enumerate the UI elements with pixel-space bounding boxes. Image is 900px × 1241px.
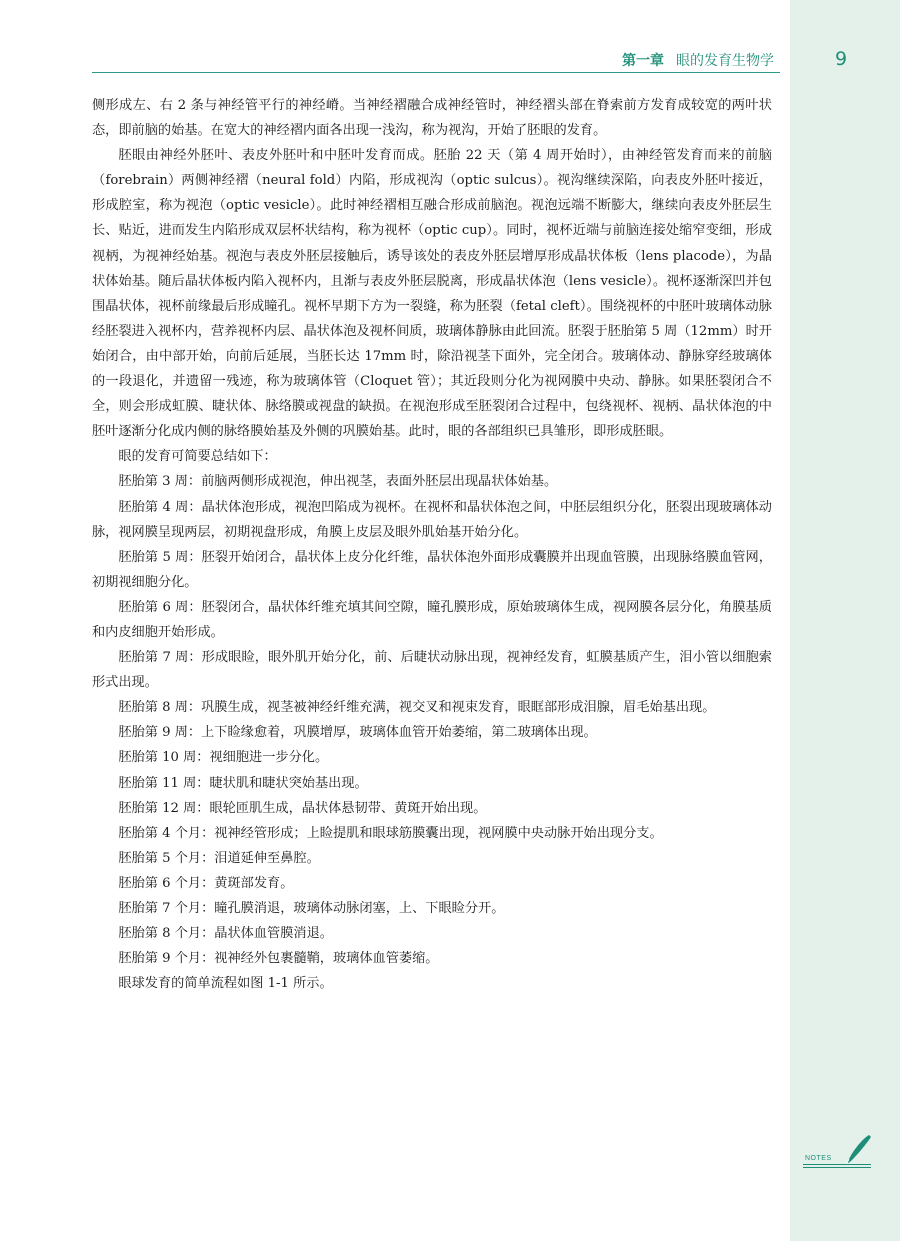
notes-label: NOTES (805, 1155, 832, 1162)
list-item-week-11: 胚胎第 11 周：睫状肌和睫状突始基出现。 (118, 775, 368, 791)
list-item-week-8: 胚胎第 8 周：巩膜生成，视茎被神经纤维充满，视交叉和视束发育，眼眶部形成泪腺，眉毛始基出现。 (118, 700, 716, 716)
pen-icon (843, 1133, 873, 1165)
paragraph-summary-intro: 眼的发育可简要总结如下： (118, 449, 277, 465)
notes-rule (803, 1167, 871, 1168)
chapter-number: 第一章 (622, 53, 664, 69)
chapter-heading (622, 50, 774, 70)
paragraph-embryonic-eye: 胚眼由神经外胚叶、表皮外胚叶和中胚叶发育而成。胚胎 22 天（第 4 周开始时），由神经管发育而来的前脑（forebrain）两侧神经褶（neural fold）内陷，形成视沟（optic sulcus）。视沟继续深陷，向表皮外胚叶接近，形成腔室，称为视泡（optic vesicle）。此时神经褶相互融合形成前脑泡。视泡远端不断膨大，继续向表皮外胚层生长、贴近，进而发生内陷形成双层杯状结构，称为视杯（optic cup）。同时，视杯近端与前脑连接处缩窄变细，形成视柄，为视神经始基。视泡与表皮外胚层接触后，诱导该处的表皮外胚层增厚形成晶状体板（lens placode），为晶状体始基。随后晶状体板内陷入视杯内，且渐与表皮外胚层脱离，形成晶状体泡（lens vesicle）。视杯逐渐深凹并包围晶状体，视杯前缘最后形成瞳孔。视杯早期下方为一裂缝，称为胚裂（fetal cleft）。围绕视杯的中胚叶玻璃体动脉经胚裂进入视杯内，营养视杯内层、晶状体泡及视杯间质，玻璃体静脉由此回流。胚裂于胚胎第 5 周（12mm）时开始闭合，由中部开始，向前后延展，当胚长达 17mm 时，除沿视茎下面外，完全闭合。玻璃体动、静脉穿经玻璃体的一段退化，并遗留一残迹，称为玻璃体管（Cloquet 管）；其近段则分化为视网膜中央动、静脉。如果胚裂闭合不全，则会形成虹膜、睫状体、脉络膜或视盘的缺损。在视泡形成至胚裂闭合过程中，包绕视杯、视柄、晶状体泡的中胚叶逐渐分化成内侧的脉络膜始基及外侧的巩膜始基。此时，眼的各部组织已具雏形，即形成胚眼。 (92, 148, 772, 440)
list-item-week-10: 胚胎第 10 周：视细胞进一步分化。 (118, 750, 329, 766)
main-text (92, 93, 772, 996)
running-header (92, 48, 780, 73)
page-number: 9 (834, 48, 848, 70)
notes-margin-band (790, 0, 900, 1241)
list-item-month-4: 胚胎第 4 个月：视神经管形成；上睑提肌和眼球筋膜囊出现，视网膜中央动脉开始出现分支。 (118, 825, 663, 841)
paragraph-continuation: 侧形成左、右 2 条与神经管平行的神经嵴。当神经褶融合成神经管时，神经褶头部在脊索前方发育成较宽的两叶状态，即前脑的始基。在宽大的神经褶内面各出现一浅沟，称为视沟，开始了胚眼的发育。 (92, 98, 772, 139)
chapter-title: 眼的发育生物学 (676, 53, 774, 69)
notes-marker (803, 1133, 875, 1173)
list-item-week-4: 胚胎第 4 周：晶状体泡形成，视泡凹陷成为视杯。在视杯和晶状体泡之间，中胚层组织分化，胚裂出现玻璃体动脉，视网膜呈现两层，初期视盘形成，角膜上皮层及眼外肌始基开始分化。 (92, 499, 772, 540)
list-item-week-6: 胚胎第 6 周：胚裂闭合，晶状体纤维充填其间空隙，瞳孔膜形成，原始玻璃体生成，视网膜各层分化，角膜基质和内皮细胞开始形成。 (92, 599, 772, 640)
paragraph-figure-reference: 眼球发育的简单流程如图 1-1 所示。 (118, 976, 333, 992)
list-item-month-7: 胚胎第 7 个月：瞳孔膜消退，玻璃体动脉闭塞，上、下眼睑分开。 (118, 901, 505, 916)
list-item-week-3: 胚胎第 3 周：前脑两侧形成视泡，伸出视茎，表面外胚层出现晶状体始基。 (118, 474, 558, 490)
list-item-month-5: 胚胎第 5 个月：泪道延伸至鼻腔。 (118, 850, 320, 866)
list-item-month-8: 胚胎第 8 个月：晶状体血管膜消退。 (118, 926, 333, 942)
list-item-week-12: 胚胎第 12 周：眼轮匝肌生成，晶状体悬韧带、黄斑开始出现。 (118, 800, 487, 816)
list-item-month-6: 胚胎第 6 个月：黄斑部发育。 (118, 875, 294, 891)
list-item-month-9: 胚胎第 9 个月：视神经外包裹髓鞘，玻璃体血管萎缩。 (118, 951, 439, 967)
list-item-week-5: 胚胎第 5 周：胚裂开始闭合，晶状体上皮分化纤维，晶状体泡外面形成囊膜并出现血管膜，出现脉络膜血管网，初期视细胞分化。 (92, 549, 772, 590)
list-item-week-7: 胚胎第 7 周：形成眼睑，眼外肌开始分化，前、后睫状动脉出现，视神经发育，虹膜基质产生，泪小管以细胞索形式出现。 (92, 650, 772, 691)
list-item-week-9: 胚胎第 9 周：上下睑缘愈着，巩膜增厚，玻璃体血管开始萎缩，第二玻璃体出现。 (118, 725, 597, 741)
